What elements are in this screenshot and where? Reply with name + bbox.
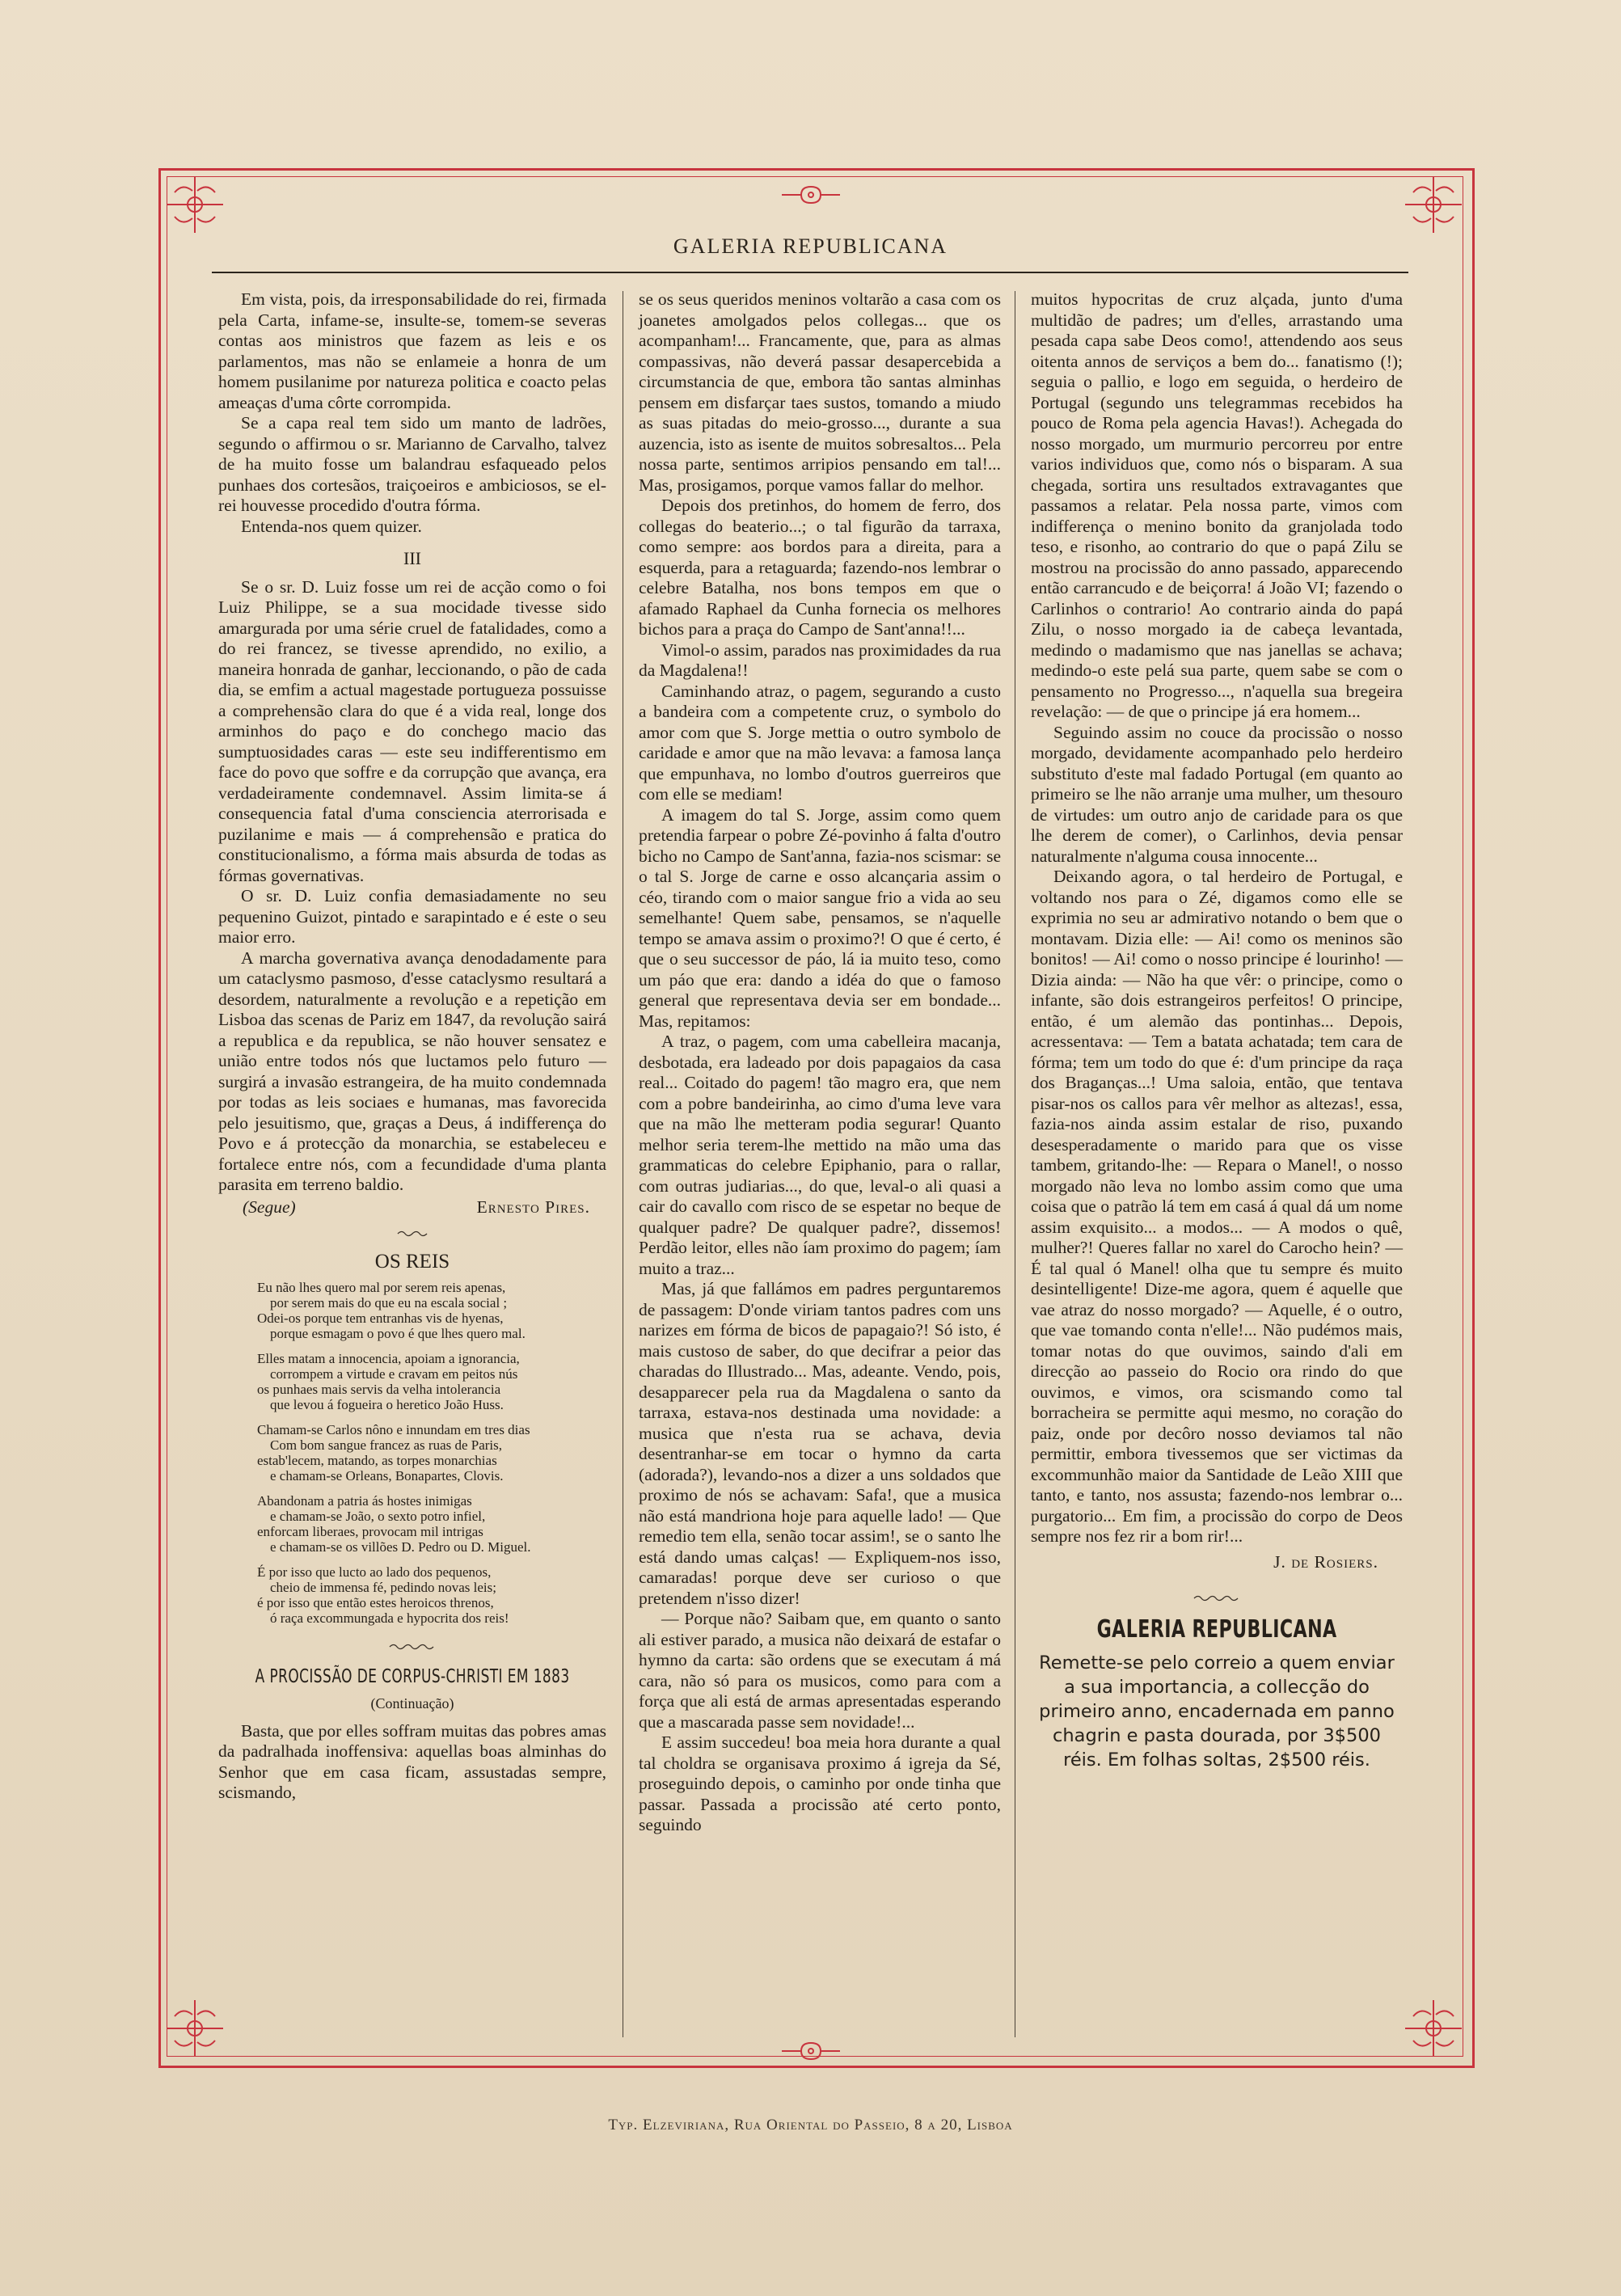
paragraph: Depois dos pretinhos, do homem de ferro, dos collegas do beaterio...; o tal figurão da tarraxa, como sempre: aos bordos para a direita, para a esquerda, para a retaguarda; fazendo-nos lembrar o celebre Batalha, nos bons tempos em que o afamado Raphael da Cunha fornecia os melhores bichos para a praça do Campo de Sant'anna!!... [639, 496, 1001, 639]
poem-line: Com bom sangue francez as ruas de Paris, [270, 1437, 503, 1453]
divider-ornament-icon [218, 1635, 606, 1657]
paragraph: muitos hypocritas de cruz alçada, junto d'uma multidão de padres; um d'elles, arrastando uma pesada capa sabe Deos como!, attendendo aos seus oitenta annos de serviços a bem do... fanatismo (!); seguia o pallio, e logo em seguida, o herdeiro de Portugal (segundo uns telegrammas recebidos ha pouco de Roma pela agencia Havas!). Achegada do nosso morgado, um murmurio percorreu por entre varios individuos que, como nós o bisparam. A sua chegada, sortira uns resultados extravagantes que passamos a relatar. Pela nossa parte, vimos com indifferença o menino bonito da granjolada todo teso, e risonho, ao contrario do que o papá Zilu se mostrou na procissão do anno passado, apparecendo então carrancudo e de beiçorra! á João VI; fazendo o Carlinhos o contrario! Ao contrario ainda do papá Zilu, o nosso morgado ia de cabeça levantada, medindo o madamismo que nas janellas se achava; medindo-o este pelá sua parte, quem sabe se com o pensamento no Progresso..., n'aquella sua bregeira revelação: — de que o principe já era homem... [1031, 289, 1403, 721]
poem-stanza [218, 1280, 606, 1341]
paragraph: Seguindo assim no couce da procissão o nosso morgado, devidamente acompanhado pelo herdeiro substituto d'este mal fadado Portugal (em quanto ao primeiro se lhe não arranje uma mulher, um thesouro de virtudes: um outro anjo de caridade para os que lhe derem de comer), o Carlinhos, devia pensar naturalmente n'alguma cousa innocente... [1031, 722, 1403, 866]
paragraph: se os seus queridos meninos voltarão a casa com os joanetes amolgados pelos collegas... que os acompanham!... Francamente, que, para as almas compassivas, não deverá passar desapercebida a circumstancia de que, embora tão santas alminhas pensem em disfarçar taes sustos, tomando a miudo as suas pitadas do meio-grosso..., durante a sua auzencia, isto as isente de muitos sobresaltos... Pela nossa parte, sentimos arripios pensando em tal!... Mas, prosigamos, porque vamos fallar do melhor. [639, 289, 1001, 495]
top-scroll-ornament-icon [779, 183, 843, 207]
poem-line: e chamam-se Orleans, Bonapartes, Clovis. [270, 1468, 504, 1484]
paragraph: Se a capa real tem sido um manto de ladrões, segundo o affirmou o sr. Marianno de Carvalho, talvez de ha muito fosse um balandrau esfaqueado pelos punhaes dos cortesãos, traiçoeiros e ambiciosos, se el-rei houvesse procedido d'outra fórma. [218, 413, 606, 515]
poem-line: por serem mais do que eu na escala social ; [270, 1295, 508, 1310]
paragraph: Caminhando atraz, o pagem, segurando a custo a bandeira com a competente cruz, o symbolo do amor com que S. Jorge mettia o outro symbolo de caridade e amor que na mão levava: a famosa lança que empunhava, no lombo d'outros guerreiros que com elle se mediam! [639, 681, 1001, 804]
paragraph: E assim succedeu! boa meia hora durante a qual tal choldra se organisava proximo á igreja da Sé, proseguindo depois, o caminho por onde tinha que passar. Passada a procissão até certo ponto, seguindo [639, 1733, 1001, 1834]
poem-line: os punhaes mais servis da velha intolerancia [257, 1382, 501, 1397]
poem-stanza [218, 1351, 606, 1412]
poem-line: porque esmagam o povo é que lhes quero mal. [270, 1326, 526, 1341]
column-3 [1031, 289, 1403, 1772]
section-number: III [403, 548, 421, 568]
paragraph: O sr. D. Luiz confia demasiadamente no seu pequenino Guizot, pintado e sarapintado e é este o seu maior erro. [218, 886, 606, 947]
bottom-scroll-ornament-icon [779, 2039, 843, 2063]
author-signature: Ernesto Pires. [476, 1197, 590, 1217]
paragraph: Se o sr. D. Luiz fosse um rei de acção como o foi Luiz Philippe, se a sua mocidade tivesse sido amargurada por uma série cruel de fatalidades, como a do rei francez, se tivesse aprendido, no exilio, a maneira honrada de ganhar, leccionando, o pão de cada dia, se emfim a actual magestade portugueza possuisse a comprehensão clara do que é a vida real, longe dos arminhos do paço e do conchego macio das sumptuosidades caras — este seu indifferentismo em face do povo que soffre e da corrupção que avança, era verdadeiramente condemnavel. Assim limita-se á consequencia fatal d'uma consciencia aterrorisada e puzilanime e mais — á comprehensão e pratica do constitucionalismo, a fórma mais absurda de todas as fórmas governativas. [218, 576, 606, 885]
corner-ornament-icon [158, 1992, 231, 2065]
column-1 [218, 289, 606, 1804]
running-title: GALERIA REPUBLICANA [673, 234, 948, 258]
poem-stanza [218, 1564, 606, 1626]
poem-stanza [218, 1493, 606, 1555]
corner-ornament-icon [1397, 1992, 1470, 2065]
poem-line: que levou á fogueira o heretico João Huss. [270, 1397, 504, 1412]
poem-title: OS REIS [374, 1250, 450, 1273]
poem-line: Elles matam a innocencia, apoiam a ignorancia, [257, 1351, 520, 1366]
advert-title: GALERIA REPUBLICANA [1096, 1614, 1337, 1644]
divider-ornament-icon [218, 1222, 606, 1243]
poem [218, 1280, 606, 1626]
corner-ornament-icon [158, 168, 231, 241]
poem-line: É por isso que lucto ao lado dos pequenos, [257, 1564, 492, 1580]
paragraph: Basta, que por elles soffram muitas das pobres amas da padralhada inoffensiva: aquellas boas alminhas do Senhor que em casa ficam, assustadas sempre, scismando, [218, 1720, 606, 1802]
paragraph: A imagem do tal S. Jorge, assim como quem pretendia farpear o pobre Zé-povinho á falta d'outro bicho no Campo de Sant'anna, fazia-nos scismar: se o tal S. Jorge de carne e osso alcançaria assim o céo, tirando com o maior sangue frio a vida ao seu semelhante! Quem sabe, pensamos, se n'aquelle tempo se amava assim o proximo?! O que é certo, é que o seu successor de páo, lá ia muito teso, como um páo que era: dando a idéa do que o famoso general que representava devia ser em bondade... Mas, repitamos: [639, 804, 1001, 1031]
header-rule [212, 272, 1408, 273]
poem-line: corrompem a virtude e cravam em peitos nús [270, 1366, 518, 1382]
paragraph: — Porque não? Saibam que, em quanto o santo ali estiver parado, a musica não deixará de estafar o hymno da carta: são ordens que se executam á má cara, não só para os musicos, como para com a força que ali está de armas apresentadas esperando que a mascarada passe sem novidade!... [639, 1609, 1001, 1732]
poem-line: ó raça excommungada e hypocrita dos reis! [270, 1610, 509, 1626]
poem-line: Odei-os porque tem entranhas vis de hyenas, [257, 1310, 504, 1326]
poem-line: cheio de immensa fé, pedindo novas leis; [270, 1580, 496, 1595]
paragraph: Vimol-o assim, parados nas proximidades da rua da Magdalena!! [639, 639, 1001, 680]
author-signature: J. de Rosiers. [1273, 1551, 1378, 1572]
poem-line: é por isso que então estes heroicos threnos, [257, 1595, 494, 1610]
continuation-note: (Continuação) [370, 1695, 454, 1711]
poem-line: Eu não lhes quero mal por serem reis apenas, [257, 1280, 506, 1295]
continued-note: (Segue) [243, 1197, 296, 1217]
paragraph: Entenda-nos quem quizer. [241, 516, 422, 536]
paragraph: A marcha governativa avança denodadamente para um cataclysmo pasmoso, d'esse cataclysmo resultará a desordem, naturalmente a revolução e a repetição em Lisboa das scenas de Pariz em 1847, da revolução sairá a republica e da republica, se não houver sensatez e união entre todos nós que luctamos pelo futuro — surgirá a invasão estrangeira, de ha muito condemnada por todas as leis sociaes e humanas, mas favorecida pelo jesuitismo, que, graças a Deus, á indifferença do Povo e á protecção da monarchia, se estabeleceu e fortalece entre nós, com a fecundidade d'uma planta parasita em terreno baldio. [218, 948, 606, 1194]
printer-imprint: Typ. Elzeviriana, Rua Oriental do Passeio, 8 a 20, Lisboa [608, 2117, 1013, 2134]
corner-ornament-icon [1397, 168, 1470, 241]
paragraph: Deixando agora, o tal herdeiro de Portugal, e voltando nos para o Zé, digamos como elle se exprimia no seu ar admirativo notando o bem que o montavam. Dizia elle: — Ai! como os meninos são bonitos! — Ai! como o nosso principe é lourinho! — Dizia ainda: — Não ha que vêr: o principe, como o infante, são dois estrangeiros perfeitos! O principe, então, é um alemão das pontinhas... Depois, acressentava: — Tem a batata achatada; tem cara de fórma; tem um todo do que é: d'um principe da raça dos Braganças...! Uma saloia, então, que tentava pisar-nos os callos para vêr melhor as altezas!, essa, fazia-nos ainda assim estalar de riso, puxando desesperadamente o marido para que os visse tambem, gritando-lhe: — Repara o Manel!, o nosso morgado não leva no lombo assim como que uma coisa que o patrão lá tem em casá á qual dá um nome assim exquisito... a modos... — A modos o quê, mulher?! Queres fallar no xarel do Carocho hein? — É tal qual ó Manel! olha que tu sempre és muito desintelligente! Dize-me agora, quem é aquelle que vae atraz do nosso morgado? — Aquelle, é o outro, que vae tomando conta n'elle!... Não pudémos mais, tomar notas do que ouvimos, saindo d'ali em direcção ao passeio do Rocio ora rindo do que ouvimos, e vimos, ora scismando como tal borracheira se permitte aqui mesmo, no coração do paiz, onde por decôro nosso deviamos tal não permittir, embora tivessemos que ser victimas da excommunhão maior da Santidade de Leão XIII que tanto, e tanto, nos assusta; fazendo-nos lembrar o... purgatorio... Em fim, a procissão do corpo de Deos sempre nos fez rir a bom rir!... [1031, 867, 1403, 1546]
paragraph: A traz, o pagem, com uma cabelleira macanja, desbotada, era ladeado por dois papagaios da casa real... Coitado do pagem! tão magro era, que nem com a pobre bandeirinha, ao cimo d'uma leve vara que na mão lhe metteram podia segurar! Quanto melhor seria terem-lhe mettido na mão uma das grammaticas do celebre Epiphanio, para o rallar, com outras judiarias..., do que, leval-o ali quasi a cair do cavallo com risco de se espetar no beque de qualquer padre? De qualquer padre?, dissemos! Perdão leitor, elles não íam proximo do pagem; íam muito a traz... [639, 1032, 1001, 1278]
poem-line: enforcam liberaes, provocam mil intrigas [257, 1524, 483, 1539]
column-2 [639, 289, 1001, 1836]
poem-stanza [218, 1422, 606, 1484]
paragraph: Em vista, pois, da irresponsabilidade do rei, firmada pela Carta, infame-se, insulte-se, tomem-se severas contas aos ministros que fazem as leis e os parlamentos, mas não se enlameie a honra de um homem pusilanime por natureza politica e coacto pelas ameaças d'uma côrte corrompida. [218, 289, 606, 412]
poem-line: Chamam-se Carlos nôno e innundam em tres dias [257, 1422, 530, 1437]
divider-ornament-icon [1031, 1587, 1403, 1608]
poem-line: e chamam-se João, o sexto potro infiel, [270, 1509, 486, 1524]
article-title: A PROCISSÃO DE CORPUS-CHRISTI EM 1883 [255, 1665, 570, 1687]
paragraph: Mas, já que fallámos em padres perguntaremos de passagem: D'onde viriam tantos padres com uns narizes em fórma de bicos de papagaio?! Só isto, é mais custoso de saber, do que decifrar a peior das charadas do Illustrado... Mas, adeante. Vendo, pois, desapparecer pela rua da Magdalena o santo da tarraxa, estava-nos destinada uma novidade: a musica que n'esta rua se achava, devia desentranhar-se em tocar o hymno da carta (adorada?), levando-nos a dizer a uns soldados que proximo de nós se achavam: Safa!, que a musica não está mandriona hoje para aquelle lado! — Que remedio tem ella, senão tocar assim!, se o santo lhe está dando umas calças! — Expliquem-nos isso, camaradas! porque deve ser curioso o que pretendem n'isso dizer! [639, 1279, 1001, 1608]
advert-body: Remette-se pelo correio a quem enviar a sua importancia, a collecção do primeiro anno, encadernada em panno chagrin e pasta dourada, por 3$500 réis. Em folhas soltas, 2$500 réis. [1039, 1652, 1395, 1771]
poem-line: estab'lecem, matando, as torpes monarchias [257, 1453, 497, 1468]
poem-line: Abandonam a patria ás hostes inimigas [257, 1493, 472, 1509]
poem-line: e chamam-se os villões D. Pedro ou D. Miguel. [270, 1539, 531, 1555]
